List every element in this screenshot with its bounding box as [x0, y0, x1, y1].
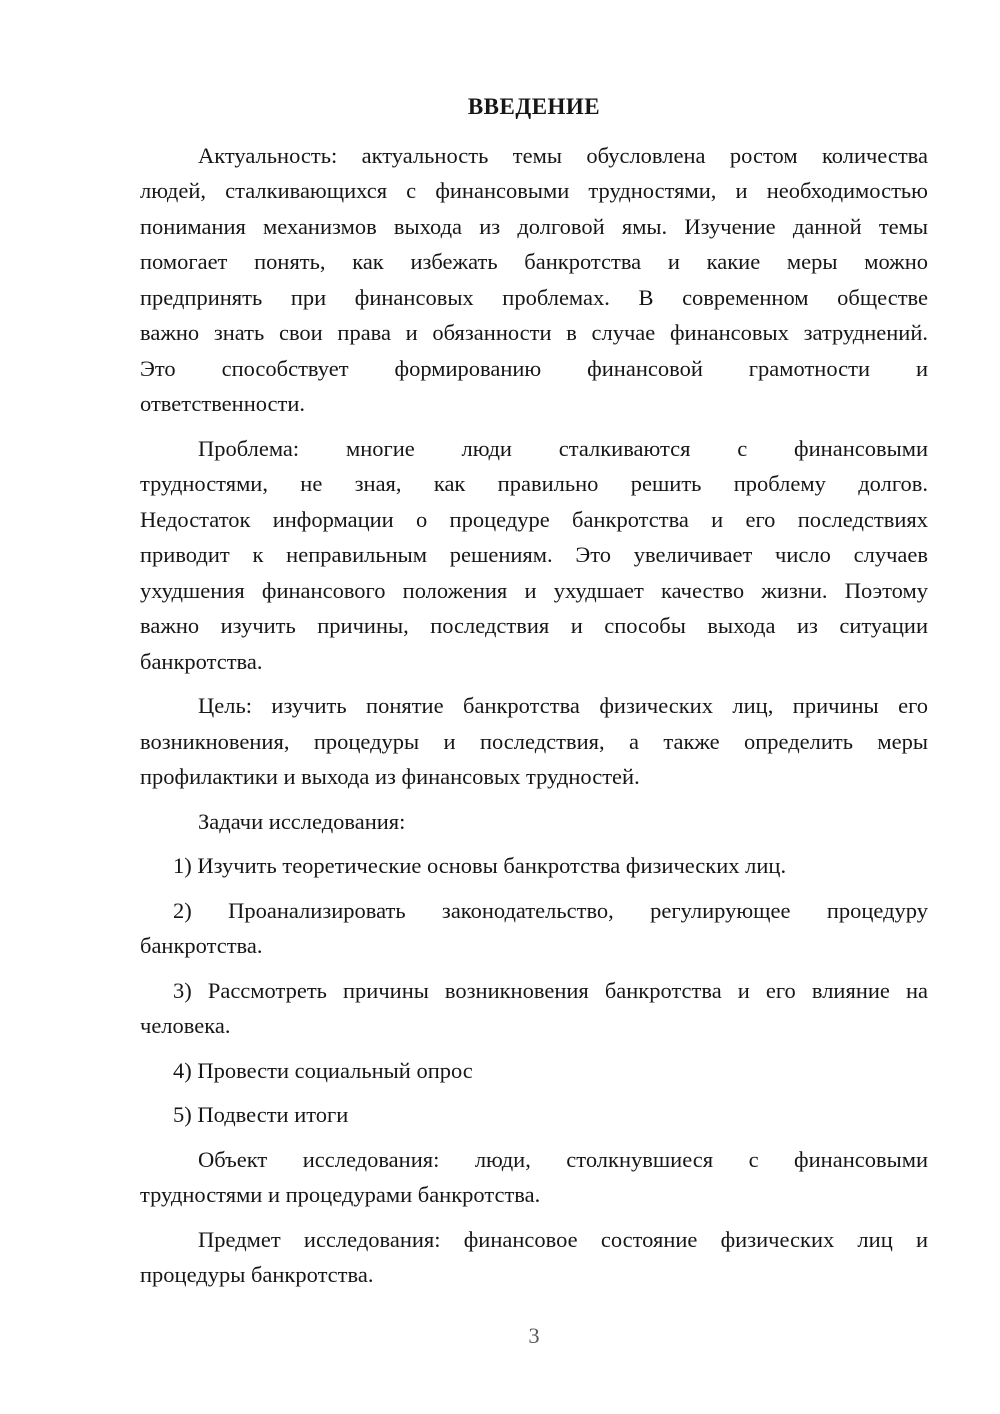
text-line: Актуальность: актуальность темы обусловлена ростом количества [198, 142, 928, 168]
text-line: 2) Проанализировать законодательство, регулирующее процедуру [173, 897, 928, 923]
text-line: процедуры банкротства. [140, 1262, 374, 1287]
paragraph [140, 431, 928, 680]
text-line: приводит к неправильным решениям. Это увеличивает число случаев [140, 542, 928, 567]
text-line: Предмет исследования: финансовое состояние физических лиц и [198, 1226, 928, 1252]
text-line: возникновения, процедуры и последствия, а также определить меры [140, 728, 928, 754]
text-line: Цель: изучить понятие банкротства физических лиц, причины его [198, 693, 928, 718]
task-list-item [140, 893, 928, 964]
text-line: понимания механизмов выхода из долговой ямы. Изучение данной темы [140, 213, 928, 239]
text-line: банкротства. [140, 933, 263, 958]
page-title: ВВЕДЕНИЕ [467, 94, 601, 119]
paragraph [140, 804, 928, 840]
paragraph [140, 1222, 928, 1293]
text-line: трудностями и процедурами банкротства. [140, 1182, 541, 1207]
task-list-item [140, 1097, 928, 1133]
text-line: 4) Провести социальный опрос [173, 1057, 473, 1083]
text-line: важно изучить причины, последствия и способы выхода из ситуации [140, 613, 928, 638]
text-line: Это способствует формированию финансовой грамотности и [140, 355, 928, 381]
text-line: трудностями, не зная, как правильно решить проблему долгов. [140, 471, 928, 496]
text-line: Задачи исследования: [198, 808, 406, 834]
text-line: предпринять при финансовых проблемах. В современном обществе [140, 284, 928, 310]
text-line: человека. [140, 1013, 231, 1038]
text-line: Проблема: многие люди сталкиваются с финансовыми [198, 435, 928, 461]
paragraph [140, 138, 928, 422]
task-list-item [140, 1053, 928, 1089]
text-line: помогает понять, как избежать банкротства и какие меры можно [140, 249, 928, 274]
task-list-item [140, 973, 928, 1044]
paragraph [140, 1142, 928, 1213]
text-line: важно знать свои права и обязанности в случае финансовых затруднений. [140, 320, 928, 345]
text-line: банкротства. [140, 648, 263, 674]
text-line: ухудшения финансового положения и ухудшает качество жизни. Поэтому [140, 577, 928, 603]
document-body [140, 138, 928, 1293]
text-line: Недостаток информации о процедуре банкротства и его последствиях [140, 506, 928, 532]
text-line: 1) Изучить теоретические основы банкротства физических лиц. [173, 853, 787, 878]
paragraph [140, 688, 928, 795]
text-line: ответственности. [140, 391, 306, 416]
text-line: 5) Подвести итоги [173, 1102, 349, 1127]
page-number: 3 [528, 1322, 540, 1348]
text-line: Объект исследования: люди, столкнувшиеся с финансовыми [198, 1146, 928, 1172]
text-line: 3) Рассмотреть причины возникновения банкротства и его влияние на [173, 977, 928, 1003]
text-line: профилактики и выхода из финансовых трудностей. [140, 764, 640, 789]
task-list-item [140, 848, 928, 884]
text-line: людей, сталкивающихся с финансовыми трудностями, и необходимостью [140, 178, 928, 203]
